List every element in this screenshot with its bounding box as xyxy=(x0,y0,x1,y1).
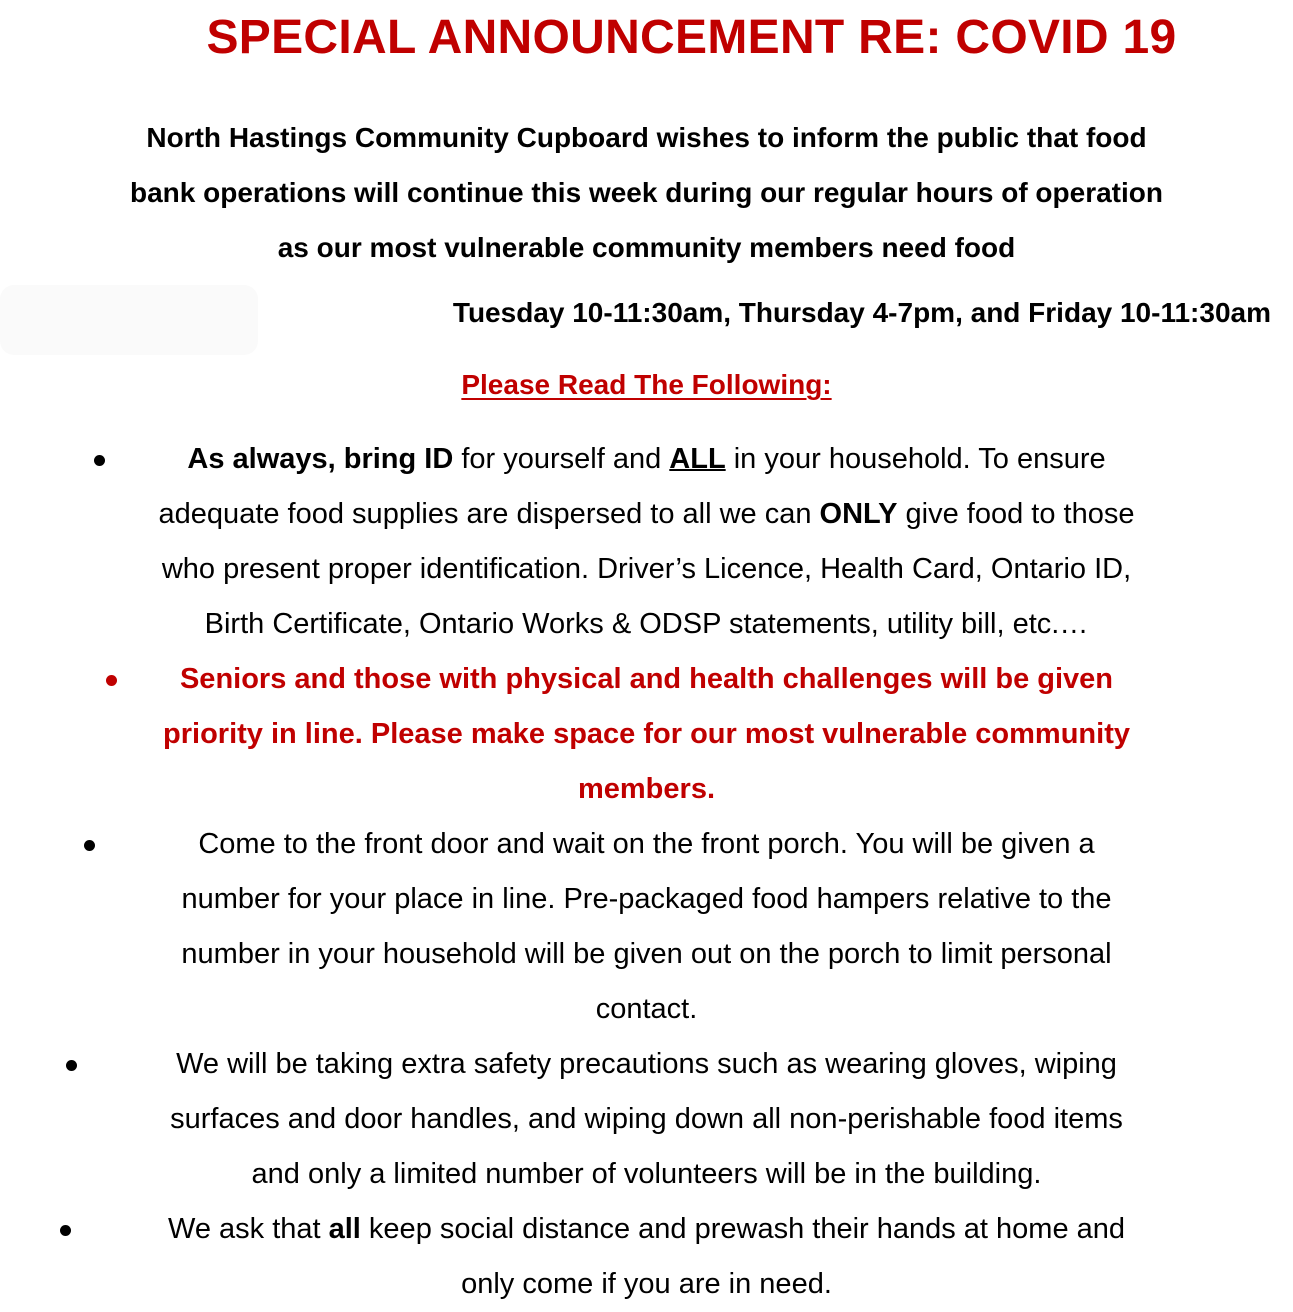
bullet-line: only come if you are in need. xyxy=(461,1268,832,1300)
intro-line: North Hastings Community Cupboard wishes to inform the public that food xyxy=(146,122,1147,153)
bullet-icon xyxy=(84,840,95,851)
bullet-item-front-door xyxy=(0,817,1293,1037)
redacted-area xyxy=(0,285,258,355)
text-run: for yourself and xyxy=(453,443,670,475)
bold-underlined-text: ALL xyxy=(669,443,726,475)
bullet-line: Seniors and those with physical and health challenges will be given xyxy=(179,663,1114,695)
bullet-line: and only a limited number of volunteers will be in the building. xyxy=(251,1158,1042,1190)
bullet-icon xyxy=(60,1225,71,1236)
bullet-icon xyxy=(66,1060,77,1071)
bullet-line: who present proper identification. Driver’s Licence, Health Card, Ontario ID, xyxy=(161,553,1132,585)
bullet-line: contact. xyxy=(595,993,698,1025)
bullet-item-seniors xyxy=(0,652,1293,817)
page-title: SPECIAL ANNOUNCEMENT RE: COVID 19 xyxy=(206,11,1177,64)
bullet-line: Birth Certificate, Ontario Works & ODSP statements, utility bill, etc.… xyxy=(204,608,1089,640)
bullet-item-id xyxy=(0,432,1293,652)
bullet-line: members. xyxy=(577,773,715,805)
intro-paragraph xyxy=(0,110,1293,275)
hours-row xyxy=(0,285,1293,355)
intro-line: bank operations will continue this week during our regular hours of operation xyxy=(130,177,1163,208)
text-run: We ask that xyxy=(167,1213,329,1245)
text-run: keep social distance and prewash their hands at home and xyxy=(360,1213,1126,1245)
bullet-line: number for your place in line. Pre-packaged food hampers relative to the xyxy=(181,883,1112,915)
bullet-line xyxy=(0,432,1293,487)
read-heading-text: Please Read The Following: xyxy=(461,369,832,400)
bullet-list xyxy=(0,432,1293,1312)
bullet-item-distance xyxy=(0,1202,1293,1312)
bold-text: ONLY xyxy=(819,498,898,530)
bold-text: all xyxy=(328,1213,361,1245)
bullet-line: surfaces and door handles, and wiping down all non-perishable food items xyxy=(170,1103,1123,1135)
text-run: adequate food supplies are dispersed to all we can xyxy=(158,498,820,530)
bullet-line xyxy=(0,1202,1293,1257)
bullet-line: We will be taking extra safety precautions such as wearing gloves, wiping xyxy=(176,1048,1117,1080)
bullet-icon xyxy=(94,455,105,466)
bullet-line: Come to the front door and wait on the front porch. You will be given a xyxy=(198,828,1095,860)
read-heading xyxy=(0,365,1293,405)
bold-text: As always, bring ID xyxy=(187,443,454,475)
text-run: give food to those xyxy=(897,498,1135,530)
operating-hours: Tuesday 10-11:30am, Thursday 4-7pm, and Friday 10-11:30am xyxy=(452,297,1271,328)
text-run: in your household. To ensure xyxy=(725,443,1106,475)
bullet-line: number in your household will be given out on the porch to limit personal xyxy=(181,938,1112,970)
bullet-line: priority in line. Please make space for our most vulnerable community xyxy=(163,718,1130,750)
bullet-item-safety xyxy=(0,1037,1293,1202)
bullet-icon xyxy=(106,675,117,686)
bullet-line xyxy=(0,487,1293,542)
intro-line: as our most vulnerable community members need food xyxy=(277,232,1016,263)
